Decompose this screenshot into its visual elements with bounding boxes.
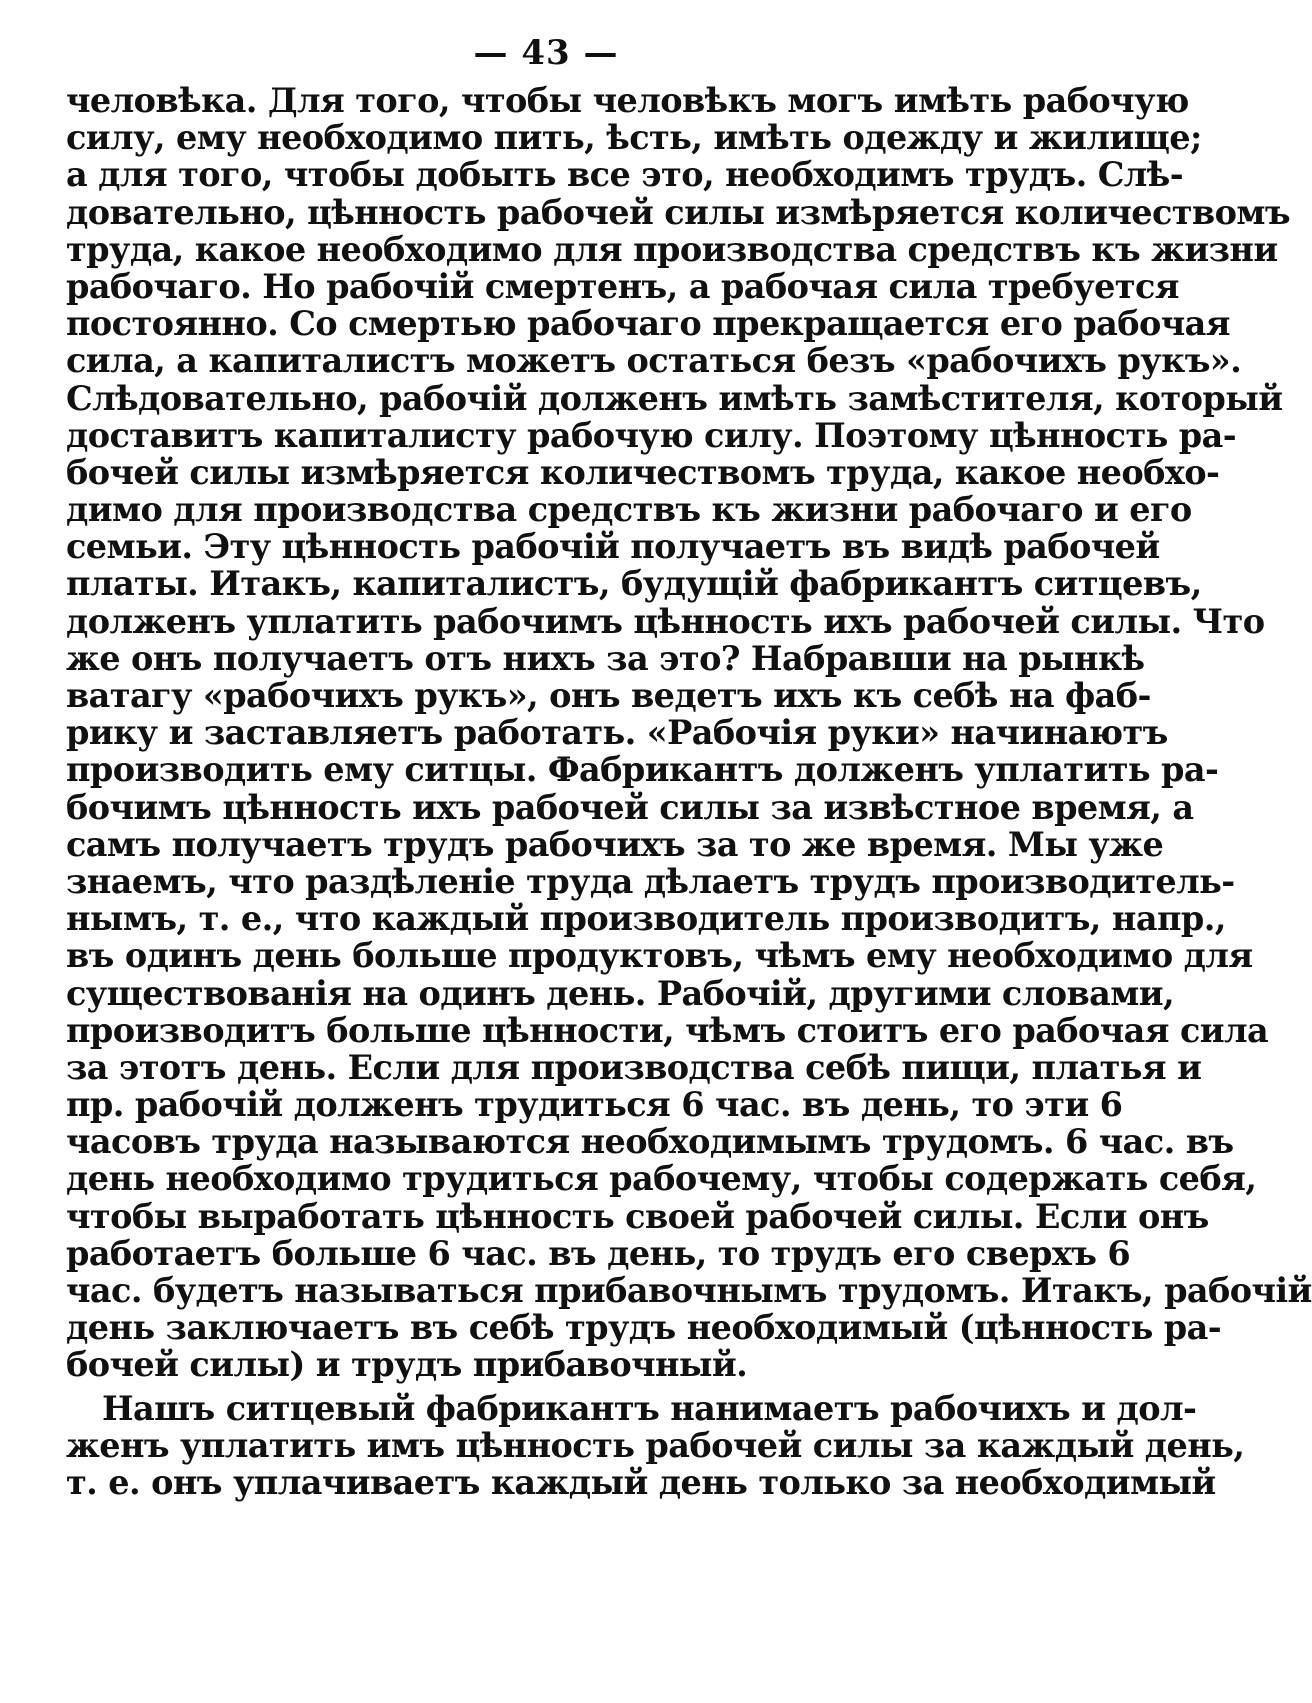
text-line: т. е. онъ уплачиваетъ каждый день только за необходимый — [66, 1462, 1216, 1502]
book-page — [66, 28, 1312, 1502]
text-line: пр. рабочій долженъ трудиться 6 час. въ день, то эти 6 — [66, 1085, 1123, 1125]
text-line: день необходимо трудиться рабочему, чтобы содержать себя, — [66, 1159, 1257, 1199]
text-line: довательно, цѣнность рабочей силы измѣряется количествомъ — [66, 192, 1290, 232]
text-line: сила, а капиталистъ можетъ остаться безъ «рабочихъ рукъ». — [66, 341, 1242, 381]
text-line: за этотъ день. Если для производства себѣ пищи, платья и — [66, 1047, 1202, 1087]
text-line: а для того, чтобы добыть все это, необходимъ трудъ. Слѣ- — [66, 155, 1184, 195]
paragraph — [66, 81, 1312, 1385]
text-line: димо для производства средствъ къ жизни рабочаго и его — [66, 490, 1192, 530]
text-line: работаетъ больше 6 час. въ день, то трудъ его сверхъ 6 — [66, 1233, 1131, 1273]
text-line: час. будетъ называться прибавочнымъ трудомъ. Итакъ, рабочій — [66, 1271, 1312, 1310]
page-number: — 43 — — [473, 33, 619, 73]
text-line: семьи. Эту цѣнность рабочій получаетъ въ видѣ рабочей — [66, 527, 1160, 567]
text-line: доставитъ капиталисту рабочую силу. Поэтому цѣнность ра- — [66, 415, 1237, 455]
text-line: бочей силы измѣряется количествомъ труда, какое необхо- — [66, 452, 1220, 492]
text-line: Слѣдовательно, рабочій долженъ имѣть замѣстителя, который — [66, 378, 1283, 418]
text-line: рику и заставляетъ работать. «Рабочія руки» начинаютъ — [66, 713, 1168, 753]
text-line: въ одинъ день больше продуктовъ, чѣмъ ему необходимо для — [66, 936, 1253, 976]
text-line: бочей силы) и трудъ прибавочный. — [66, 1345, 748, 1385]
text-line: производить ему ситцы. Фабрикантъ долженъ уплатить ра- — [66, 750, 1219, 790]
text-line: рабочаго. Но рабочій смертенъ, а рабочая сила требуется — [66, 266, 1179, 306]
text-line: труда, какое необходимо для производства средствъ къ жизни — [66, 229, 1278, 269]
text-line: самъ получаетъ трудъ рабочихъ за то же время. Мы уже — [66, 824, 1164, 864]
text-line: чтобы выработать цѣнность своей рабочей силы. Если онъ — [66, 1196, 1209, 1236]
text-line: существованія на одинъ день. Рабочій, другими словами, — [66, 973, 1175, 1013]
text-line: долженъ уплатить рабочимъ цѣнность ихъ рабочей силы. Что — [66, 601, 1265, 641]
text-line: производитъ больше цѣнности, чѣмъ стоитъ его рабочая сила — [66, 1010, 1269, 1050]
text-line: часовъ труда называются необходимымъ трудомъ. 6 час. въ — [66, 1122, 1234, 1162]
text-line: постоянно. Со смертью рабочаго прекращается его рабочая — [66, 304, 1230, 344]
text-line: же онъ получаетъ отъ нихъ за это? Набравши на рынкѣ — [66, 638, 1145, 678]
text-line: день заключаетъ въ себѣ трудъ необходимый (цѣнность ра- — [66, 1308, 1222, 1348]
text-line: нымъ, т. е., что каждый производитель производитъ, напр., — [66, 899, 1226, 939]
text-line: платы. Итакъ, капиталистъ, будущій фабрикантъ ситцевъ, — [66, 564, 1202, 604]
text-line: ватагу «рабочихъ рукъ», онъ ведетъ ихъ къ себѣ на фаб- — [66, 676, 1151, 715]
paragraph — [66, 1388, 1245, 1502]
text-line: Нашъ ситцевый фабрикантъ нанимаетъ рабочихъ и дол- — [102, 1388, 1197, 1428]
text-line: силу, ему необходимо пить, ѣсть, имѣть одежду и жилище; — [66, 118, 1202, 158]
page-text — [66, 81, 1312, 1502]
text-line: человѣка. Для того, чтобы человѣкъ могъ имѣть рабочую — [66, 81, 1189, 120]
text-line: знаемъ, что раздѣленіе труда дѣлаетъ трудъ производитель- — [66, 861, 1235, 901]
text-line: бочимъ цѣнность ихъ рабочей силы за извѣстное время, а — [66, 787, 1194, 827]
text-line: женъ уплатить имъ цѣнность рабочей силы за каждый день, — [66, 1425, 1245, 1465]
